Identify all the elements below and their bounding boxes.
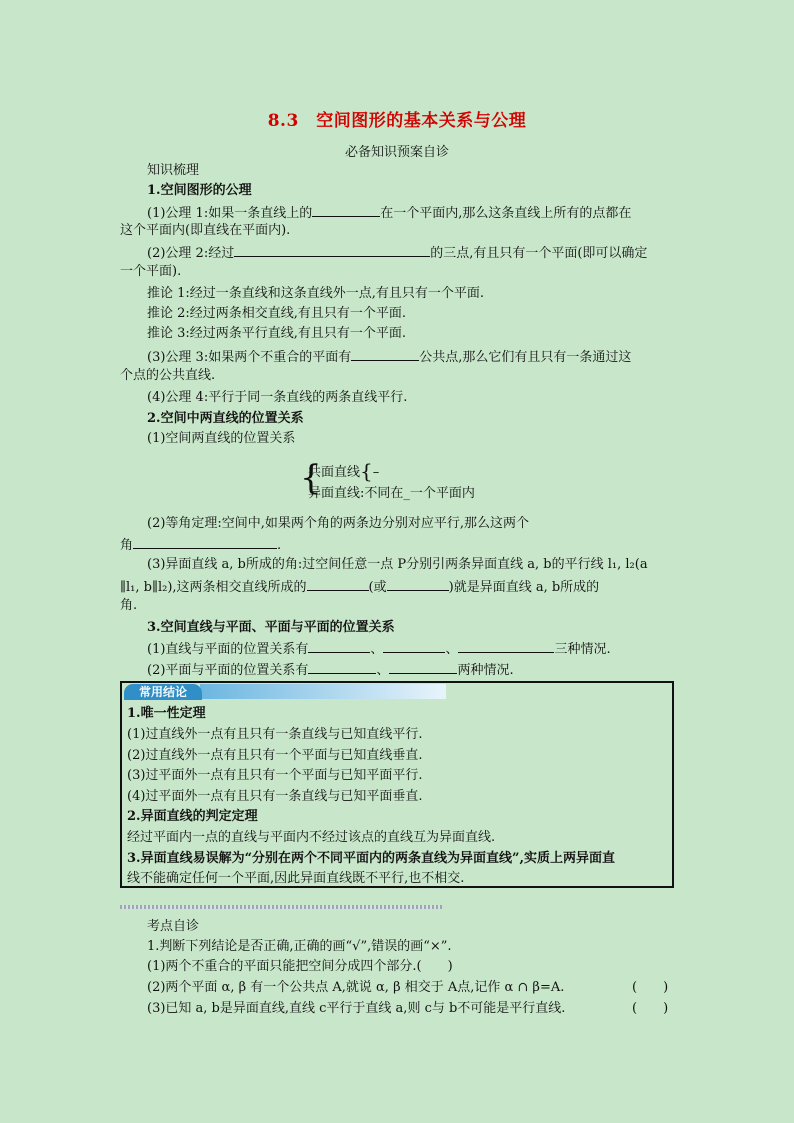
- fill-blank[interactable]: [387, 577, 449, 591]
- heading-axioms: 1.空间图形的公理: [147, 183, 252, 198]
- fill-blank[interactable]: [133, 535, 277, 549]
- conclusion-line-8-text: 3.异面直线易误解为“分别在两个不同平面内的两条直线为异面直线”,实质上两异面直: [127, 851, 616, 866]
- plane-plane-text-a: (2)平面与平面的位置关系有: [147, 663, 309, 678]
- heading-two-lines: 2.空间中两直线的位置关系: [147, 411, 304, 426]
- question-heading: [147, 938, 452, 956]
- axiom-2-line-1: [147, 243, 647, 263]
- skew-angle-line-1: (3)异面直线 a, b所成的角:过空间任意一点 P分别引两条异面直线 a, b的平行线 l₁, l₂(a: [147, 557, 648, 572]
- plane-plane-relation: [147, 660, 514, 680]
- conclusion-line-4: (3)过平面外一点有且只有一个平面与已知平面平行.: [127, 768, 423, 783]
- coplanar-label: 共面直线: [308, 465, 361, 480]
- conclusion-line-8: [127, 850, 615, 868]
- axiom-3-text-a: (3)公理 3:如果两个不重合的平面有: [147, 350, 352, 365]
- axiom-2-text-a: (2)公理 2:经过: [147, 246, 235, 261]
- axiom-4: (4)公理 4:平行于同一条直线的两条直线平行.: [147, 390, 408, 405]
- line-plane-text-b: 三种情况.: [554, 642, 611, 657]
- question-2-answer-box[interactable]: ( ): [632, 980, 669, 995]
- line-plane-relation: [147, 639, 611, 659]
- equal-angle-line-1: (2)等角定理:空间中,如果两个角的两条边分别对应平行,那么这两个: [147, 516, 530, 531]
- question-3-answer-box[interactable]: ( ): [632, 1001, 669, 1016]
- page-subtitle: 必备知识预案自诊: [344, 145, 449, 160]
- axiom-1-line-2: 这个平面内(即直线在平面内).: [120, 223, 291, 238]
- conclusion-line-9: 线不能确定任何一个平面,因此异面直线既不平行,也不相交.: [127, 871, 465, 886]
- heading-line-plane: 3.空间直线与平面、平面与平面的位置关系: [147, 620, 395, 635]
- big-brace: {: [300, 458, 322, 498]
- conclusion-tab: 常用结论: [124, 684, 202, 700]
- inference-2: 推论 2:经过两条相交直线,有且只有一个平面.: [147, 306, 407, 321]
- coplanar-lines: 共面直线{–: [308, 459, 380, 483]
- separator: 、: [445, 642, 459, 657]
- axiom-3-text-b: 公共点,那么它们有且只有一条通过这: [419, 350, 632, 365]
- skew-angle-text-a: ∥l₁, b∥l₂),这两条相交直线所成的: [120, 580, 307, 595]
- equal-angle-text-b: .: [277, 538, 282, 553]
- fill-blank[interactable]: [234, 243, 430, 257]
- equal-angle-text-a: 角: [120, 538, 134, 553]
- coplanar-dash: –: [372, 465, 380, 480]
- line-plane-text-a: (1)直线与平面的位置关系有: [147, 642, 309, 657]
- fill-blank[interactable]: [458, 639, 554, 653]
- fill-blank[interactable]: [383, 639, 445, 653]
- axiom-2-text-b: 的三点,有且只有一个平面(即可以确定: [430, 246, 648, 261]
- skew-angle-text-c: )就是异面直线 a, b所成的: [448, 580, 600, 595]
- fill-blank[interactable]: [308, 660, 376, 674]
- conclusion-line-3: (2)过直线外一点有且只有一个平面与已知直线垂直.: [127, 748, 423, 763]
- axiom-1-text-a: (1)公理 1:如果一条直线上的: [147, 206, 313, 221]
- section-divider: [120, 905, 442, 909]
- question-3: (3)已知 a, b是异面直线,直线 c平行于直线 a,则 c与 b不可能是平行直线.: [147, 1001, 566, 1016]
- skew-angle-line-3: 角.: [120, 598, 138, 613]
- skew-lines: 异面直线:不同在_一个平面内: [308, 486, 475, 501]
- question-1: (1)两个不重合的平面只能把空间分成四个部分.( ): [147, 959, 453, 974]
- axiom-1-text-b: 在一个平面内,那么这条直线上所有的点都在: [380, 206, 632, 221]
- relation-intro: (1)空间两直线的位置关系: [147, 431, 296, 446]
- plane-plane-text-b: 两种情况.: [457, 663, 514, 678]
- axiom-2-line-2: 一个平面).: [120, 264, 182, 279]
- separator: 、: [376, 663, 390, 678]
- fill-blank[interactable]: [307, 577, 369, 591]
- axiom-3-line-1: [147, 347, 631, 367]
- conclusion-line-2: (1)过直线外一点有且只有一条直线与已知直线平行.: [127, 727, 423, 742]
- inference-3: 推论 3:经过两条平行直线,有且只有一个平面.: [147, 326, 407, 341]
- fill-blank[interactable]: [308, 639, 370, 653]
- fill-blank[interactable]: [351, 347, 419, 361]
- skew-angle-line-2: [120, 577, 599, 597]
- equal-angle-line-2: [120, 535, 281, 555]
- fill-blank[interactable]: [312, 203, 380, 217]
- question-heading-text: 1.判断下列结论是否正确,正确的画“√”,错误的画“×”.: [147, 939, 452, 954]
- page-title: 8.3 空间图形的基本关系与公理: [267, 111, 527, 131]
- separator: 、: [370, 642, 384, 657]
- conclusion-line-6: 2.异面直线的判定定理: [127, 809, 258, 824]
- axiom-1-line-1: [147, 203, 631, 223]
- axiom-3-line-2: 个点的公共直线.: [120, 368, 216, 383]
- conclusion-line-5: (4)过平面外一点有且只有一条直线与已知平面垂直.: [127, 789, 423, 804]
- conclusion-tab-bar: [200, 684, 446, 699]
- inference-1: 推论 1:经过一条直线和这条直线外一点,有且只有一个平面.: [147, 286, 485, 301]
- section-knowledge: 知识梳理: [147, 163, 200, 178]
- conclusion-line-7: 经过平面内一点的直线与平面内不经过该点的直线互为异面直线.: [127, 830, 496, 845]
- fill-blank[interactable]: [389, 660, 457, 674]
- conclusion-line-1: 1.唯一性定理: [127, 706, 206, 721]
- skew-angle-text-b: (或: [368, 580, 387, 595]
- section-exam: 考点自诊: [147, 919, 200, 934]
- question-2: (2)两个平面 α, β 有一个公共点 A,就说 α, β 相交于 A点,记作 α ∩ β=A.: [147, 980, 565, 995]
